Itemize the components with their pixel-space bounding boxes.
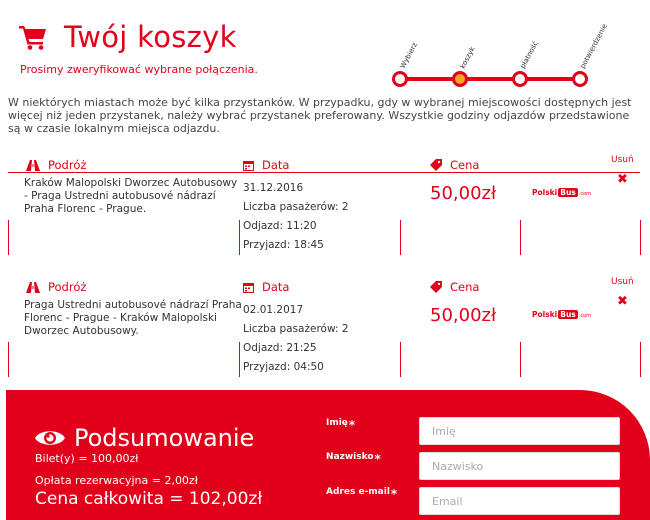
trip-price: 50,00zł (430, 183, 497, 204)
summary-tickets: Bilet(y) = 100,00zł (35, 452, 139, 465)
calendar-icon (243, 282, 254, 293)
page-title: Twój koszyk (64, 20, 237, 54)
trip-row (8, 155, 640, 255)
trip-passengers: Liczba pasażerów: 2 (243, 323, 349, 335)
trip-arrival: Przyjazd: 18:45 (243, 239, 324, 251)
operator-logo-part: .com (578, 191, 592, 197)
remove-trip-button[interactable]: ✖ (617, 294, 628, 309)
summary-title (34, 424, 254, 452)
summary-total: Cena całkowita = 102,00zł (35, 489, 263, 509)
required-mark: * (348, 418, 356, 432)
trip-route: Praga Ustredni autobusové nádrazí Praha Florenc - Prague - Kraków Malopolski Dworzec Autobusowy. (24, 299, 242, 337)
trip-column-header (26, 158, 86, 172)
cart-header (18, 20, 237, 54)
date-column-header (243, 158, 289, 172)
operator-logo-part: .com (578, 313, 592, 319)
trip-date: 31.12.2016 (243, 182, 304, 194)
first-name-label-text: Imię (326, 418, 348, 428)
trip-date: 02.01.2017 (243, 304, 304, 316)
road-icon (26, 282, 40, 293)
last-name-input[interactable] (419, 452, 620, 480)
progress-step-label: Wybierz (398, 41, 420, 70)
price-column-header (430, 158, 479, 172)
price-column-label: Cena (450, 158, 480, 172)
trip-row (8, 277, 640, 377)
operator-logo-part: Bus (560, 310, 576, 319)
price-tag-icon (430, 281, 442, 293)
progress-step-label: koszyk (458, 45, 477, 70)
operator-logo-part: Polski (532, 188, 558, 197)
page-subtitle: Prosimy zweryfikować wybrane połączenia. (20, 63, 258, 76)
required-mark: * (390, 487, 398, 501)
trip-departure: Odjazd: 11:20 (243, 220, 317, 232)
progress-step-4 (574, 23, 609, 86)
eye-icon (34, 427, 66, 449)
trip-route: Kraków Malopolski Dworzec Autobusowy - Praga Ustredni autobusové nádrazí Praha Florenc - Prague. (24, 177, 238, 215)
price-column-header (430, 280, 479, 294)
intro-text: W niektórych miastach może być kilka przystanków. W przypadku, gdy w wybranej miejscowości dostępnych jest więcej niż jeden przystanek, należy wybrać przystanek preferowany. Wszystkie godziny odjazdów przedstawione są w czasie lokalnym miejsca odjazdu. (8, 96, 632, 135)
date-column-label: Data (262, 280, 290, 294)
trip-arrival: Przyjazd: 04:50 (243, 361, 324, 373)
progress-step-label: potwierdzenie (578, 22, 609, 70)
trip-column-label: Podróż (48, 158, 87, 172)
date-column-header (243, 280, 289, 294)
trip-departure: Odjazd: 21:25 (243, 342, 317, 354)
price-tag-icon (430, 159, 442, 171)
road-icon (26, 160, 40, 171)
summary-fee: Opłata rezerwacyjna = 2,00zł (35, 474, 198, 487)
remove-column-label: Usuń (611, 155, 634, 165)
checkout-progress (380, 10, 630, 100)
email-label (326, 487, 397, 501)
required-mark: * (374, 452, 381, 466)
trip-price: 50,00zł (430, 305, 497, 326)
trip-column-header (26, 280, 86, 294)
price-column-label: Cena (450, 280, 480, 294)
operator-logo-part: Bus (560, 188, 576, 197)
operator-logo (532, 310, 591, 319)
first-name-input[interactable] (419, 417, 620, 445)
trip-passengers: Liczba pasażerów: 2 (243, 201, 349, 213)
progress-step-label: płatność (518, 39, 540, 70)
summary-title-text: Podsumowanie (74, 424, 255, 452)
trip-column-label: Podróż (48, 280, 87, 294)
last-name-label-text: Nazwisko (326, 452, 374, 462)
operator-logo (532, 188, 591, 197)
date-column-label: Data (262, 158, 290, 172)
calendar-icon (243, 160, 254, 171)
operator-logo-part: Polski (532, 310, 558, 319)
email-input[interactable] (419, 487, 620, 515)
shopping-cart-icon (18, 24, 48, 50)
first-name-label (326, 418, 355, 432)
summary-panel (6, 390, 650, 520)
remove-column-label: Usuń (611, 277, 634, 287)
remove-trip-button[interactable]: ✖ (617, 172, 628, 187)
email-label-text: Adres e-mail (326, 487, 390, 497)
last-name-label (326, 452, 381, 466)
